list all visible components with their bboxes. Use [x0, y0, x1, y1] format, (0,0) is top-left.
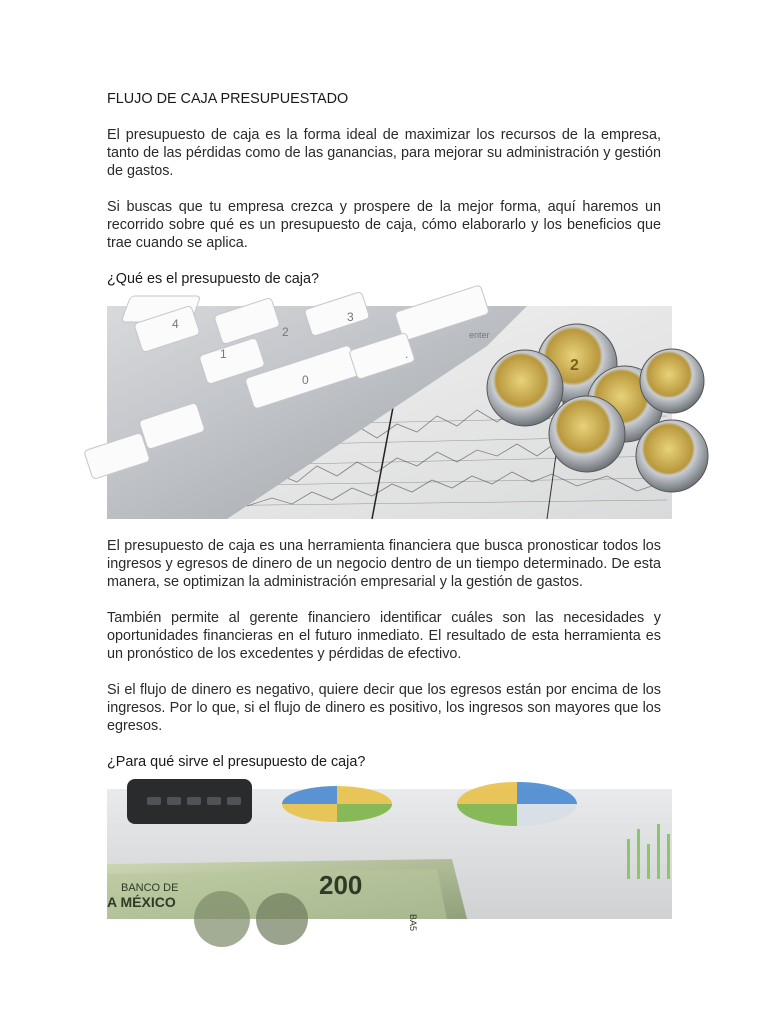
- banknote-serial-label: BA5: [408, 914, 418, 932]
- banknote-value-label: 200: [319, 870, 363, 900]
- paragraph-manager: También permite al gerente financiero identificar cuáles son las necesidades y oportunidades financieras en el futuro inmediato. El resultado de esta herramienta es un pronóstico de los excedentes y pérdidas de efectivo.: [107, 610, 661, 662]
- banknote-charts-image: [107, 789, 672, 932]
- paragraph-flow: Si el flujo de dinero es negativo, quiere decir que los egresos están por encima de los ingresos. Por lo que, si el flujo de dinero es positivo, los ingresos son mayores que los egresos.: [107, 682, 661, 734]
- heading-what-is: ¿Qué es el presupuesto de caja?: [107, 271, 319, 287]
- paragraph-definition: El presupuesto de caja es una herramienta financiera que busca pronosticar todos los ingresos y egresos de dinero de un negocio dentro de un tiempo determinado. De esta manera, se optimizan la administración empresarial y la gestión de gastos.: [107, 538, 661, 590]
- banknote-bank-label: BANCO DE: [121, 882, 179, 894]
- keyboard-coins-image: [107, 306, 672, 519]
- paragraph-purpose: Si buscas que tu empresa crezca y prospere de la mejor forma, aquí haremos un recorrido sobre qué es un presupuesto de caja, cómo elaborarlo y los beneficios que trae cuando se aplica.: [107, 199, 661, 251]
- coin-value-label: 2: [570, 357, 579, 374]
- key-1-label: 1: [220, 347, 227, 361]
- paragraph-intro: El presupuesto de caja es la forma ideal de maximizar los recursos de la empresa, tanto de las pérdidas como de las ganancias, para mejorar su administración y gestión de gastos.: [107, 127, 661, 179]
- key-dot-label: .: [405, 347, 409, 361]
- key-2-label: 2: [282, 325, 289, 339]
- key-enter-label: enter: [469, 330, 490, 340]
- key-3-label: 3: [347, 310, 354, 324]
- heading-what-for: ¿Para qué sirve el presupuesto de caja?: [107, 754, 366, 770]
- key-0-label: 0: [302, 373, 309, 387]
- document-title: FLUJO DE CAJA PRESUPUESTADO: [107, 91, 349, 107]
- document-page: [107, 90, 661, 937]
- key-4-label: 4: [172, 317, 179, 331]
- banknote-country-label: A MÉXICO: [107, 894, 176, 910]
